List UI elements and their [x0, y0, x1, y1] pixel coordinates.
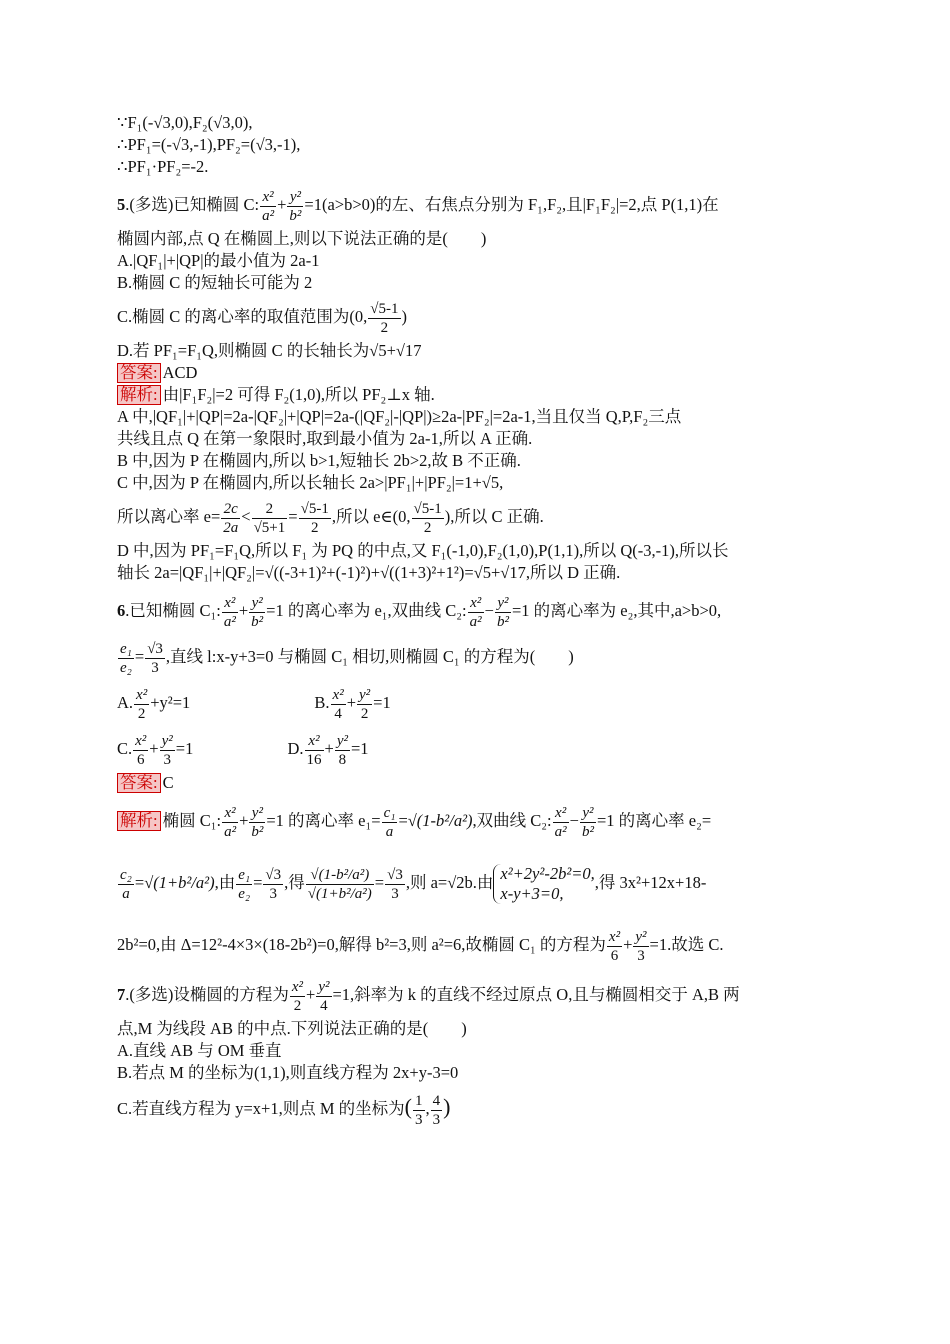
text-line: ∴PF₁=(-√3,-1),PF₂=(√3,-1), [117, 135, 301, 154]
question-6-stem: 6.已知椭圆 C₁: $\frac{\text{x²}}{\text{a²}}$ + $\frac{\text{y²}}{\text{b²}}$ =1 的离心率为 e₁,双曲线 C₂: $\frac{\text{x²}}{\text{a²}}$ − $\frac{\text{y²}}{\text{b²}}$ =1 的离心率为 e₂,其中,a>b>0, [117, 594, 722, 630]
question-number: 5 [117, 195, 126, 214]
text: C.椭圆 C 的离心率的取值范围为(0, [117, 307, 368, 326]
text-line: C 中,因为 P 在椭圆内,所以长轴长 2a>|PF₁|+|PF₂|=1+√5, [117, 473, 504, 492]
text-line: ∵F₁(-√3,0),F₂(√3,0), [117, 113, 253, 132]
text-line: 共线且点 Q 在第一象限时,取到最小值为 2a-1,所以 A 正确. [117, 429, 533, 448]
solution-tag: 解析: [117, 811, 161, 831]
text-line: 轴长 2a=|QF₁|+|QF₂|=√((-3+1)²+(-1)²)+√((1+3)²+1²)=√5+√17,所以 D 正确. [117, 563, 621, 582]
text: 由|F₁F₂|=2 可得 F₂(1,0),所以 PF₂⊥x 轴. [162, 385, 435, 404]
question-5-stem [117, 182, 829, 228]
text-line: 所以离心率 e= $\frac{2c}{2a}$ < $\frac{2}{√5+1}$ = $\frac{√5-1}{2}$ ,所以 e∈(0, $\frac{√5-1}{2}$ ),所以 C 正确. [117, 500, 544, 536]
option-b: B.椭圆 C 的短轴长可能为 2 [117, 273, 313, 292]
option-c-label: C. [117, 739, 133, 758]
fraction: $\frac{\text{y²}}{\text{b²}}$ [289, 188, 302, 224]
question-number: 6 [117, 601, 126, 620]
option-c: C.若直线方程为 y=x+1,则点 M 的坐标为( $\frac{1}{3}$ , $\frac{4}{3}$ ) [117, 1092, 451, 1128]
option-a-label: A. [117, 693, 134, 712]
text-line: B 中,因为 P 在椭圆内,所以 b>1,短轴长 2b>2,故 B 不正确. [117, 451, 521, 470]
fraction: $\frac{\text{x²}}{\text{a²}}$ [262, 188, 275, 224]
solution-line: 解析: 椭圆 C₁: $\frac{\text{x²}}{\text{a²}}$ + $\frac{\text{y²}}{\text{b²}}$ =1 的离心率 e₁= $\frac{\text{c₁}}{a}$ =√(1-b²/a²),双曲线 C₂: $\frac{\text{x²}}{\text{a²}}$ − $\frac{\text{y²}}{\text{b²}}$ =1 的离心率 e₂= [117, 798, 829, 844]
answer-value: ACD [162, 363, 198, 382]
text-line: 点,M 为线段 AB 的中点.下列说法正确的是( ) [117, 1019, 467, 1038]
text-line: A 中,|QF₁|+|QP|=2a-|QF₂|+|QP|=2a-(|QF₂|-|QP|)≥2a-|PF₂|=2a-1,当且仅当 Q,P,F₂三点 [117, 407, 682, 426]
option-d: D.若 PF₁=F₁Q,则椭圆 C 的长轴长为√5+√17 [117, 341, 422, 360]
text-line: ∴PF₁·PF₂=-2. [117, 157, 209, 176]
answer-tag: 答案: [117, 363, 161, 383]
option-d-label: D. [287, 739, 304, 758]
equation-system: x²+2y²-2b²=0, x-y+3=0, [493, 864, 594, 904]
answer-line [117, 362, 829, 384]
solution-line [117, 384, 829, 406]
option-a: A.|QF₁|+|QP|的最小值为 2a-1 [117, 251, 320, 270]
text-line: 2b²=0,由 Δ=12²-4×3×(18-2b²)=0,解得 b²=3,则 a²=6,故椭圆 C₁ 的方程为 $\frac{\text{x²}}{6}$ + $\frac{\text{y²}}{3}$ =1.故选 C. [117, 928, 724, 964]
options-row-cd: C. $\frac{\text{x²}}{6}$ + $\frac{\text{y²}}{3}$ =1 D. $\frac{\text{x²}}{16}$ + $\frac{\text{y²}}{8}$ =1 [117, 732, 369, 768]
option-b: B.若点 M 的坐标为(1,1),则直线方程为 2x+y-3=0 [117, 1063, 459, 1082]
fraction: $\frac{√5-1}{2}$ [370, 300, 399, 336]
text: =1(a>b>0)的左、右焦点分别为 F₁,F₂,且|F₁F₂|=2,点 P(1,1)在 [304, 195, 719, 214]
option-b-label: B. [314, 693, 330, 712]
answer-line [117, 772, 829, 794]
text-line: 椭圆内部,点 Q 在椭圆上,则以下说法正确的是( ) [117, 229, 487, 248]
operator: + [277, 195, 287, 214]
question-number: 7 [117, 985, 126, 1004]
text-line: D 中,因为 PF₁=F₁Q,所以 F₁ 为 PQ 的中点,又 F₁(-1,0),F₂(1,0),P(1,1),所以 Q(-3,-1),所以长 [117, 541, 729, 560]
solution-tag: 解析: [117, 385, 161, 405]
option-c [117, 294, 829, 340]
text-line: $\frac{\text{e₁}}{\text{e₂}}$ = $\frac{√3}{3}$ ,直线 l:x-y+3=0 与椭圆 C₁ 相切,则椭圆 C₁ 的方程为( ) [120, 640, 574, 676]
text: ) [401, 307, 407, 326]
answer-value: C [162, 773, 174, 792]
text-line: $\frac{\text{c₂}}{a}$ =√(1+b²/a²),由 $\frac{\text{e₁}}{\text{e₂}}$ = $\frac{√3}{3}$ ,得 $\frac{\text{√(1-b²/a²)}}{\text{√(1+b²/a²)}}$ = $\frac{√3}{3}$ ,则 a=√2b.由 x²+2y²-2b²=0, x-y+3=0, ,得 3x²+12x+18- [120, 864, 707, 904]
document-content [117, 112, 829, 1130]
option-a: A.直线 AB 与 OM 垂直 [117, 1041, 282, 1060]
question-7-stem: 7.(多选)设椭圆的方程为 $\frac{\text{x²}}{2}$ + $\frac{\text{y²}}{4}$ =1,斜率为 k 的直线不经过原点 O,且与椭圆相交于 A,B 两 [117, 978, 740, 1014]
answer-tag: 答案: [117, 773, 161, 793]
options-row-ab: A. $\frac{\text{x²}}{2}$ +y²=1 B. $\frac{\text{x²}}{4}$ + $\frac{\text{y²}}{2}$ =1 [117, 686, 391, 722]
text: .(多选)已知椭圆 C: [125, 195, 260, 214]
